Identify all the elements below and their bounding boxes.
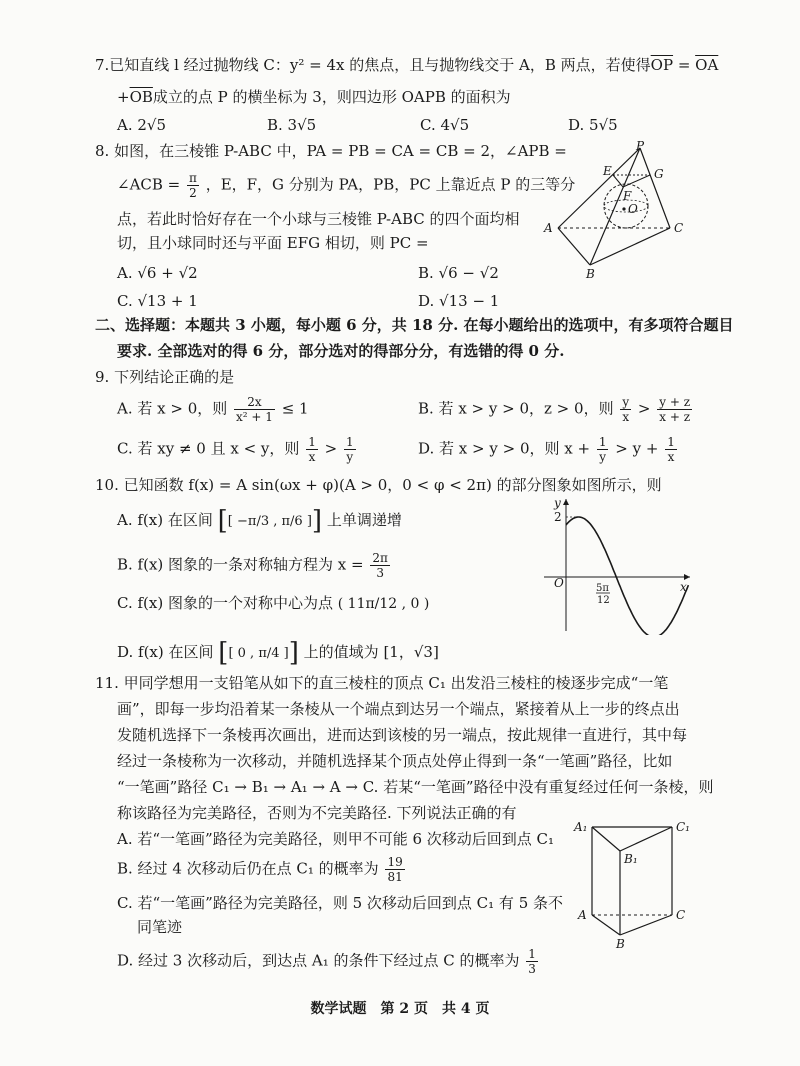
label-g: G: [654, 167, 664, 181]
graph-y-tick: 2: [554, 510, 562, 524]
graph-x-label: x: [680, 580, 687, 594]
label-b: B: [616, 937, 625, 950]
label-f: F: [623, 189, 632, 203]
q11-line3: 发随机选择下一条棱再次画出，进而达到该棱的另一端点，按此规律一直进行，其中每: [117, 726, 688, 744]
q11-option-b: B. 经过 4 次移动后仍在点 C₁ 的概率为 $\frac{19}{81}$: [117, 855, 403, 884]
graph-x-tick-num: 5π: [596, 583, 609, 594]
label-a: A: [578, 908, 587, 922]
q10-option-c: C. f(x) 图象的一个对称中心为点 ( 11π/12 , 0 ): [117, 594, 430, 612]
q7-option-b: B. 3√5: [267, 116, 317, 134]
q11-option-c-line1: C. 若“一笔画”路径为完美路径，则 5 次移动后回到点 C₁ 有 5 条不: [117, 894, 564, 912]
q11-line2: 画”，即每一步均沿着某一条棱从一个端点到达另一个端点，紧接着从上一步的终点出: [117, 700, 680, 718]
tetrahedron-figure: [540, 140, 690, 280]
q11-option-c-line2: 同笔迹: [137, 918, 183, 936]
q9-option-a: A. 若 x > 0，则 $\frac{2x}{\text{x² + 1}}$ ≤ 1: [117, 395, 309, 424]
q8-line4: 切，且小球同时还与平面 EFG 相切，则 PC =: [117, 234, 429, 252]
q8-option-b: B. √6 − √2: [418, 264, 499, 282]
label-o: O: [628, 202, 638, 216]
q11-line6: 称该路径为完美路径，否则为不完美路径. 下列说法正确的有: [117, 804, 517, 822]
vector-ob: $\overline{OB}$: [129, 88, 153, 106]
pi-over-2-fraction: $\frac{\pi}{2}$: [189, 171, 197, 200]
q7-option-a: A. 2√5: [117, 116, 167, 134]
label-c: C: [676, 908, 686, 922]
label-a: A: [544, 221, 553, 235]
prism-figure: [570, 815, 700, 950]
label-e: E: [603, 164, 612, 178]
label-b1: B₁: [624, 852, 638, 866]
page-footer: 数学试题 第 2 页 共 4 页: [310, 1001, 490, 1017]
graph-x-tick-den: 12: [597, 595, 610, 606]
q7-option-c: C. 4√5: [420, 116, 470, 134]
vector-op: $\overline{OP}$: [650, 56, 674, 74]
q7-line1: 7.已知直线 l 经过抛物线 C：y² = 4x 的焦点，且与抛物线交于 A，B 两点，若使得$\overline{OP} = \overline{OA}$: [95, 56, 719, 74]
q8-option-d: D. √13 − 1: [418, 292, 500, 310]
label-c1: C₁: [676, 820, 690, 834]
q11-line5: “一笔画”路径 C₁ → B₁ → A₁ → A → C. 若某“一笔画”路径中没有重复经过任何一条棱，则: [117, 778, 714, 796]
section2-line1: 二、选择题：本题共 3 小题，每小题 6 分，共 18 分. 在每小题给出的选项中，有多项符合题目: [95, 316, 734, 334]
section2-line2: 要求. 全部选对的得 6 分，部分选对的得部分分，有选错的得 0 分.: [117, 342, 565, 360]
q8-option-a: A. √6 + √2: [117, 264, 198, 282]
q10-stem: 10. 已知函数 f(x) = A sin(ωx + φ)(A > 0，0 < φ < 2π) 的部分图象如图所示，则: [95, 476, 662, 494]
label-p: P: [636, 140, 645, 153]
label-a1: A₁: [574, 820, 588, 834]
vector-oa: $\overline{OA}$: [695, 56, 719, 74]
sine-curve: [566, 517, 688, 635]
q10-option-d: D. f(x) 在区间 [[ 0 , π/4 ]] 上的值域为 [1，√3]: [117, 638, 439, 668]
q7-option-d: D. 5√5: [568, 116, 618, 134]
q9-option-d: D. 若 x > y > 0，则 x + $\frac{1}{y}$ > y + $\frac{1}{x}$: [418, 435, 675, 464]
graph-origin: O: [554, 576, 564, 590]
q9-option-b: B. 若 x > y > 0，z > 0，则 $\frac{y}{x}$ > $\frac{y + z}{x + z}$: [418, 395, 691, 424]
q11-line4: 经过一条棱称为一次移动，并随机选择某个顶点处停止得到一条“一笔画”路径，比如: [117, 752, 673, 770]
q8-line3: 点，若此时恰好存在一个小球与三棱锥 P-ABC 的四个面均相: [117, 210, 520, 228]
label-b: B: [586, 267, 595, 280]
q8-line2: ∠ACB = $\frac{\pi}{2}$ ，E，F，G 分别为 PA，PB，PC 上靠近点 P 的三等分: [117, 171, 576, 200]
q11-line1: 11. 甲同学想用一支铅笔从如下的直三棱柱的顶点 C₁ 出发沿三棱柱的棱逐步完成“一笔: [95, 674, 669, 692]
q11-option-d: D. 经过 3 次移动后，到达点 A₁ 的条件下经过点 C 的概率为 $\frac{1}{3}$: [117, 947, 536, 976]
q10-option-b: B. f(x) 图象的一条对称轴方程为 x = $\frac{2\pi}{3}$: [117, 551, 388, 580]
q9-stem: 9. 下列结论正确的是: [95, 368, 235, 386]
q10-option-a: A. f(x) 在区间 [[ −π/3 , π/6 ]] 上单调递增: [117, 506, 402, 536]
q8-line1: 8. 如图，在三棱锥 P-ABC 中，PA = PB = CA = CB = 2，∠APB =: [95, 142, 567, 160]
graph-y-label: y: [554, 496, 561, 510]
q11-option-a: A. 若“一笔画”路径为完美路径，则甲不可能 6 次移动后回到点 C₁: [117, 830, 555, 848]
label-c: C: [674, 221, 684, 235]
q9-option-c: C. 若 xy ≠ 0 且 x < y，则 $\frac{1}{x}$ > $\frac{1}{y}$: [117, 435, 354, 464]
sine-graph: [540, 495, 700, 635]
q8-option-c: C. √13 + 1: [117, 292, 198, 310]
q7-line2: $+\overline{OB}$成立的点 P 的横坐标为 3，则四边形 OAPB 的面积为: [117, 88, 511, 106]
